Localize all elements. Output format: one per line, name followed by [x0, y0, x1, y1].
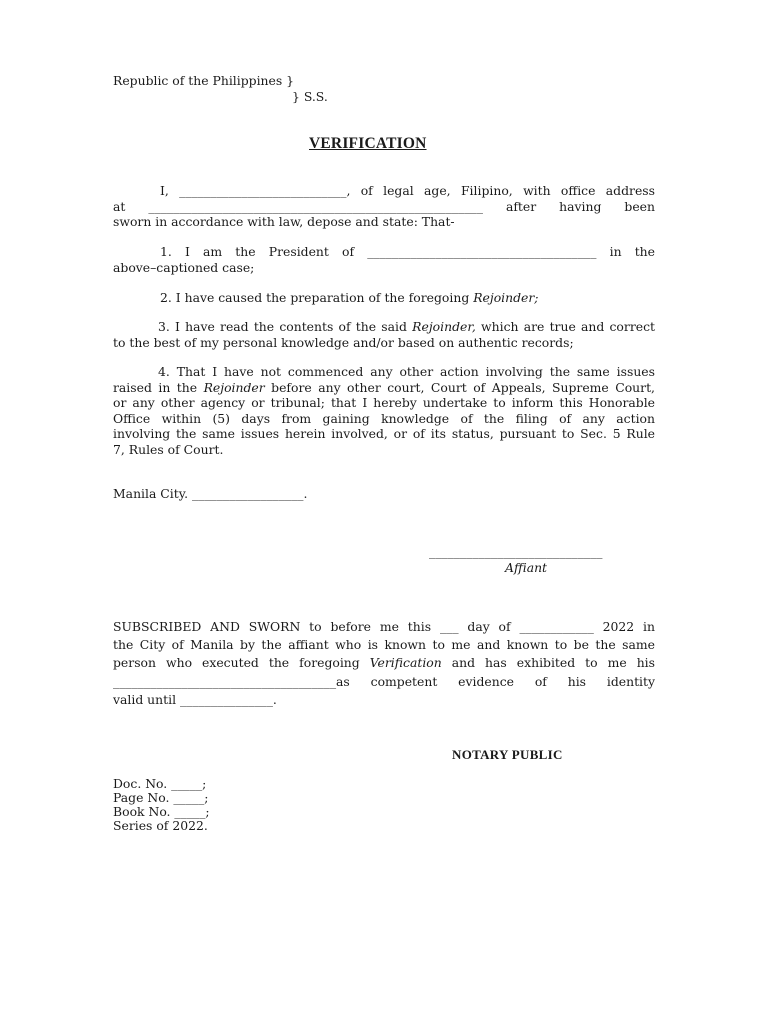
item-2-rejoinder: Rejoinder;	[473, 290, 539, 305]
item-2-text: 2. I have caused the preparation of the foregoing	[160, 290, 474, 305]
intro-line-3: sworn in accordance with law, depose and state: That-	[113, 214, 455, 229]
notary-public-label: NOTARY PUBLIC	[452, 747, 563, 762]
item-4	[113, 364, 655, 457]
book-no: Book No. _____;	[113, 804, 210, 819]
jurat-verification: Verification	[369, 655, 442, 671]
item-2-line	[113, 290, 655, 306]
item-4-line-2	[113, 380, 655, 396]
item-4-line-6: 7, Rules of Court.	[113, 441, 224, 457]
item-1	[113, 244, 655, 275]
jurat-line-1: SUBSCRIBED AND SWORN to before me this ___ day of ____________ 2022 in	[113, 619, 655, 634]
jurat-text-b: and has exhibited to me his	[441, 655, 655, 671]
item-3-text-b: which are true and correct	[475, 319, 655, 334]
intro-line-1: I, ___________________________, of legal age, Filipino, with office address	[160, 183, 655, 198]
item-3	[113, 319, 655, 350]
doc-no: Doc. No. _____;	[113, 776, 207, 791]
item-3-line-1	[113, 319, 655, 335]
jurat-line-2: the City of Manila by the affiant who is known to me and known to be the same	[113, 637, 655, 653]
venue-line-2: } S.S.	[292, 89, 328, 104]
jurat-paragraph	[113, 618, 655, 709]
item-4-line-1: 4. That I have not commenced any other action involving the same issues	[158, 364, 655, 379]
page-no: Page No. _____;	[113, 790, 209, 805]
item-4-rejoinder: Rejoinder	[203, 379, 265, 395]
item-2	[113, 290, 655, 306]
item-1-line-1: 1. I am the President of _____________________________________ in the	[160, 244, 655, 259]
jurat-line-4: ____________________________________as competent evidence of his identity	[113, 673, 655, 689]
jurat-text-a: person who executed the foregoing	[113, 655, 370, 671]
place-line: Manila City. __________________.	[113, 486, 308, 501]
jurat-line-3	[113, 654, 655, 672]
item-4-line-3: or any other agency or tribunal; that I hereby undertake to inform this Honorable	[113, 395, 655, 410]
item-3-line-2: to the best of my personal knowledge and/or based on authentic records;	[113, 334, 574, 350]
item-4-text-b: before any other court, Court of Appeals, Supreme Court,	[264, 379, 655, 395]
series-of: Series of 2022.	[113, 818, 208, 833]
intro-line-2: at ______________________________________________________ after having been	[113, 198, 655, 214]
affiant-signature-line: ____________________________	[429, 544, 603, 559]
item-3-rejoinder: Rejoinder,	[412, 319, 476, 334]
jurat-line-5: valid until _______________.	[113, 691, 277, 707]
item-4-line-5: involving the same issues herein involved, or of its status, pursuant to Sec. 5 Rule	[113, 426, 655, 441]
intro-paragraph	[113, 183, 655, 230]
item-3-text-a: 3. I have read the contents of the said	[158, 319, 413, 334]
affiant-label: Affiant	[505, 560, 548, 575]
item-1-line-2: above–captioned case;	[113, 259, 255, 275]
venue-line-1: Republic of the Philippines }	[113, 73, 295, 88]
document-title: VERIFICATION	[309, 135, 427, 152]
item-4-text-a: raised in the	[113, 379, 204, 395]
item-4-line-4: Office within (5) days from gaining knowledge of the filing of any action	[113, 410, 655, 426]
